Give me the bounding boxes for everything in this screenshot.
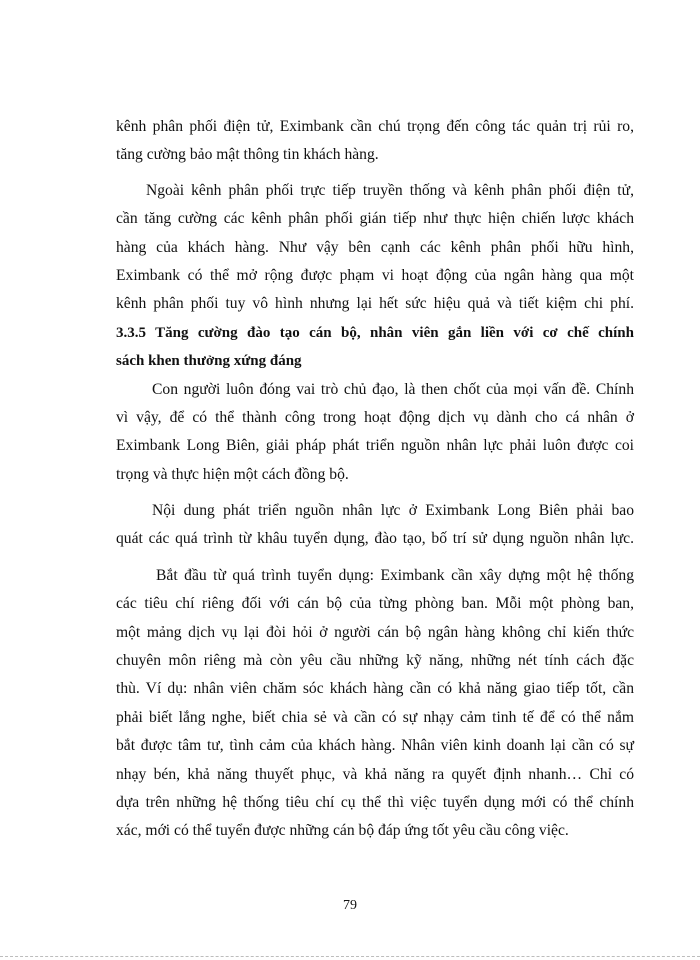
page-bottom-divider [0,956,700,957]
body-text-line: Nội dung phát triển nguồn nhân lực ở Eximbank Long Biên phải bao [152,502,634,520]
body-text-line: Con người luôn đóng vai trò chủ đạo, là then chốt của mọi vấn đề. Chính [152,380,634,398]
body-text-line: thù. Ví dụ: nhân viên chăm sóc khách hàng cần có khả năng giao tiếp tốt, cần [116,680,634,698]
body-text-line: phải biết lắng nghe, biết chia sẻ và cần có sự nhạy cảm tinh tế để có thể nắm [116,708,634,726]
body-text-line: hàng của khách hàng. Như vậy bên cạnh các kênh phân phối hữu hình, [116,238,634,256]
body-text-line: Eximbank Long Biên, giải pháp phát triển nguồn nhân lực phải luôn được coi [116,437,634,455]
body-text-line: Bắt đầu từ quá trình tuyển dụng: Eximbank cần xây dựng một hệ thống [156,566,634,584]
body-text-line: nhạy bén, khả năng thuyết phục, và khả năng ra quyết định nhanh… Chỉ có [116,765,634,783]
body-text-line: bắt được tâm tư, tình cảm của khách hàng. Nhân viên kinh doanh lại cần có sự [116,737,634,755]
body-text-line: trọng và thực hiện một cách đồng bộ. [116,465,349,483]
page-number: 79 [343,898,357,913]
body-text-line: kênh phân phối điện tử, Eximbank cần chú trọng đến công tác quản trị rủi ro, [116,118,634,135]
body-text-line: một mảng dịch vụ lại đòi hỏi ở người cán bộ ngân hàng không chỉ kiến thức [116,623,634,641]
body-text-line: xác, mới có thể tuyển được những cán bộ đáp ứng tốt yêu cầu công việc. [116,822,569,840]
body-text-line: dựa trên những hệ thống tiêu chí cụ thể thì việc tuyển dụng mới có thể chính [116,793,634,811]
page-body [116,113,634,846]
section-heading: sách khen thưởng xứng đáng [116,353,302,370]
section-heading: 3.3.5 Tăng cường đào tạo cán bộ, nhân viên gắn liền với cơ chế chính [116,324,634,341]
body-text-line: kênh phân phối tuy vô hình nhưng lại hết sức hiệu quả và tiết kiệm chi phí. [116,295,634,313]
body-text-line: chuyên môn riêng mà còn yêu cầu những kỹ năng, những nét tính cách đặc [116,652,634,670]
body-text-line: tăng cường bảo mật thông tin khách hàng. [116,146,379,164]
body-text-line: quát các quá trình từ khâu tuyển dụng, đào tạo, bố trí sử dụng nguồn nhân lực. [116,530,634,548]
body-text-line: Eximbank có thể mở rộng được phạm vi hoạt động của ngân hàng qua một [116,266,634,284]
body-text-line: các tiêu chí riêng đối với cán bộ của từng phòng ban. Mỗi một phòng ban, [116,595,634,613]
body-text-line: Ngoài kênh phân phối trực tiếp truyền thống và kênh phân phối điện tử, [146,181,634,199]
body-text-line: vì vậy, để có thể thành công trong hoạt động dịch vụ dành cho cá nhân ở [116,408,634,426]
body-text-line: cần tăng cường các kênh phân phối gián tiếp như thực hiện chiến lược khách [116,210,634,228]
